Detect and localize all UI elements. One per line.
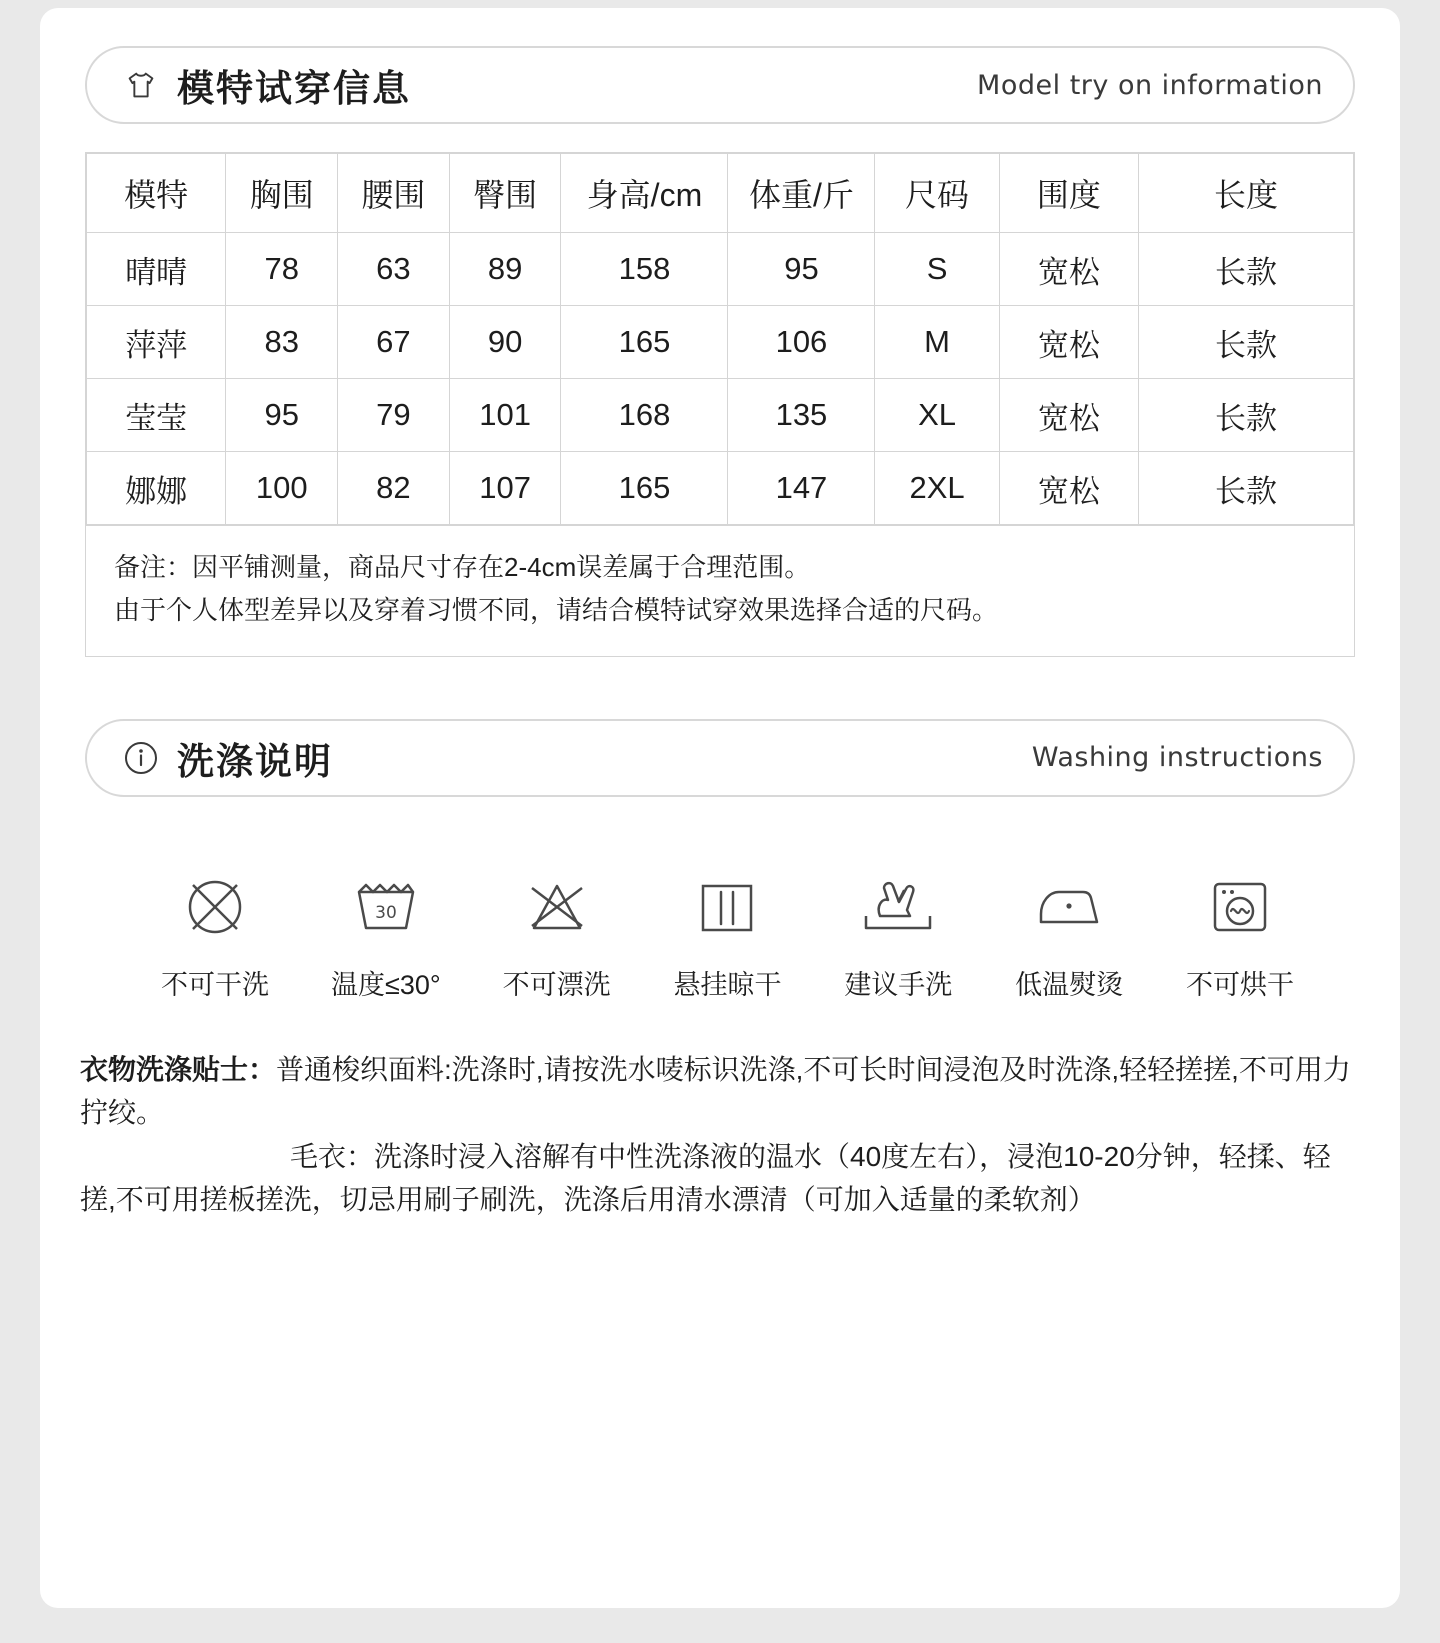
table-cell: 2XL: [875, 452, 999, 525]
table-header-cell: 模特: [87, 154, 226, 233]
wash-care-label: 温度≤30°: [331, 969, 441, 1000]
table-cell: 宽松: [999, 233, 1138, 306]
table-header-cell: 身高/cm: [561, 154, 728, 233]
table-cell: 宽松: [999, 452, 1138, 525]
info-icon: [121, 738, 161, 778]
table-cell: 67: [338, 306, 450, 379]
table-cell: 100: [226, 452, 338, 525]
model-section-title-en: Model try on information: [977, 69, 1323, 101]
product-detail-page: [40, 8, 1400, 1608]
table-cell: 79: [338, 379, 450, 452]
table-cell: 135: [728, 379, 875, 452]
wash-tips-label: 衣物洗涤贴士：: [80, 1053, 277, 1085]
wash-icon-row: [85, 867, 1355, 1002]
tshirt-icon: [121, 65, 161, 105]
note-line: 备注：因平铺测量，商品尺寸存在2-4cm误差属于合理范围。: [114, 552, 811, 582]
table-cell: 长款: [1139, 452, 1354, 525]
wash-care-label: 不可漂洗: [502, 969, 611, 1000]
table-cell: 107: [449, 452, 561, 525]
table-header-cell: 臀围: [449, 154, 561, 233]
wash-care-item: [994, 867, 1144, 1002]
wash-care-item: [140, 867, 290, 1002]
wash-section-title-cn: 洗涤说明: [177, 740, 333, 782]
svg-text:30: 30: [375, 902, 397, 923]
table-cell: 长款: [1139, 233, 1354, 306]
no-dry-clean-icon: [178, 867, 252, 947]
table-header-cell: 围度: [999, 154, 1138, 233]
table-cell: 106: [728, 306, 875, 379]
table-cell: 89: [449, 233, 561, 306]
low-iron-icon: [1029, 867, 1109, 947]
hand-wash-icon: [858, 867, 938, 947]
table-header-cell: 腰围: [338, 154, 450, 233]
table-header-cell: 长度: [1139, 154, 1354, 233]
table-cell: 165: [561, 306, 728, 379]
wash-care-label: 低温熨烫: [1015, 969, 1124, 1000]
table-cell: 长款: [1139, 306, 1354, 379]
wash-tips-paragraph-2: 毛衣：洗涤时浸入溶解有中性洗涤液的温水（40度左右），浸泡10-20分钟，轻揉、轻搓,不可用搓板搓洗，切忌用刷子刷洗，洗涤后用清水漂清（可加入适量的柔软剂）: [80, 1140, 1331, 1215]
table-cell: XL: [875, 379, 999, 452]
table-cell: 晴晴: [87, 233, 226, 306]
table-cell: 95: [728, 233, 875, 306]
table-cell: 158: [561, 233, 728, 306]
size-table-wrapper: [85, 152, 1355, 657]
wash-section-header: [85, 719, 1355, 797]
table-header-row: [87, 154, 1354, 233]
table-cell: 莹莹: [87, 379, 226, 452]
wash-care-label: 不可烘干: [1185, 969, 1294, 1000]
table-cell: S: [875, 233, 999, 306]
table-row: [87, 233, 1354, 306]
table-row: [87, 452, 1354, 525]
size-table-notes: [86, 525, 1354, 656]
wash-care-item: [311, 867, 461, 1002]
table-row: [87, 379, 1354, 452]
table-header-cell: 胸围: [226, 154, 338, 233]
table-cell: 长款: [1139, 379, 1354, 452]
table-cell: 78: [226, 233, 338, 306]
table-cell: 宽松: [999, 306, 1138, 379]
table-cell: 165: [561, 452, 728, 525]
table-cell: M: [875, 306, 999, 379]
table-cell: 95: [226, 379, 338, 452]
wash-tips: [80, 1048, 1355, 1222]
table-row: [87, 306, 1354, 379]
no-bleach-icon: [520, 867, 594, 947]
table-cell: 83: [226, 306, 338, 379]
table-cell: 63: [338, 233, 450, 306]
table-cell: 90: [449, 306, 561, 379]
table-cell: 147: [728, 452, 875, 525]
wash-care-item: [482, 867, 632, 1002]
wash-care-item: [1165, 867, 1315, 1002]
wash-care-item: [823, 867, 973, 1002]
table-cell: 娜娜: [87, 452, 226, 525]
model-size-table: [86, 153, 1354, 525]
wash-care-item: [652, 867, 802, 1002]
wash-care-label: 悬挂晾干: [673, 969, 782, 1000]
wash-care-label: 不可干洗: [161, 969, 269, 1000]
wash-section-title-en: Washing instructions: [1031, 742, 1323, 774]
model-section-title-cn: 模特试穿信息: [177, 68, 411, 109]
table-cell: 萍萍: [87, 306, 226, 379]
table-cell: 101: [449, 379, 561, 452]
wash-temperature-icon: [349, 867, 423, 947]
table-cell: 宽松: [999, 379, 1138, 452]
wash-care-label: 建议手洗: [844, 969, 953, 1000]
model-section-header: [85, 46, 1355, 124]
note-line: 由于个人体型差异以及穿着习惯不同，请结合模特试穿效果选择合适的尺码。: [114, 594, 999, 625]
wash-tips-text-1: 普通梭织面料:洗涤时,请按洗水唛标识洗涤,不可长时间浸泡及时洗涤,轻轻搓搓,不可用力拧绞。: [80, 1053, 1351, 1129]
wash-tips-paragraph-1: [80, 1048, 1355, 1135]
line-dry-icon: [690, 867, 764, 947]
table-header-cell: 尺码: [875, 154, 999, 233]
no-tumble-dry-icon: [1203, 867, 1277, 947]
table-header-cell: 体重/斤: [728, 154, 875, 233]
table-cell: 168: [561, 379, 728, 452]
table-cell: 82: [338, 452, 450, 525]
